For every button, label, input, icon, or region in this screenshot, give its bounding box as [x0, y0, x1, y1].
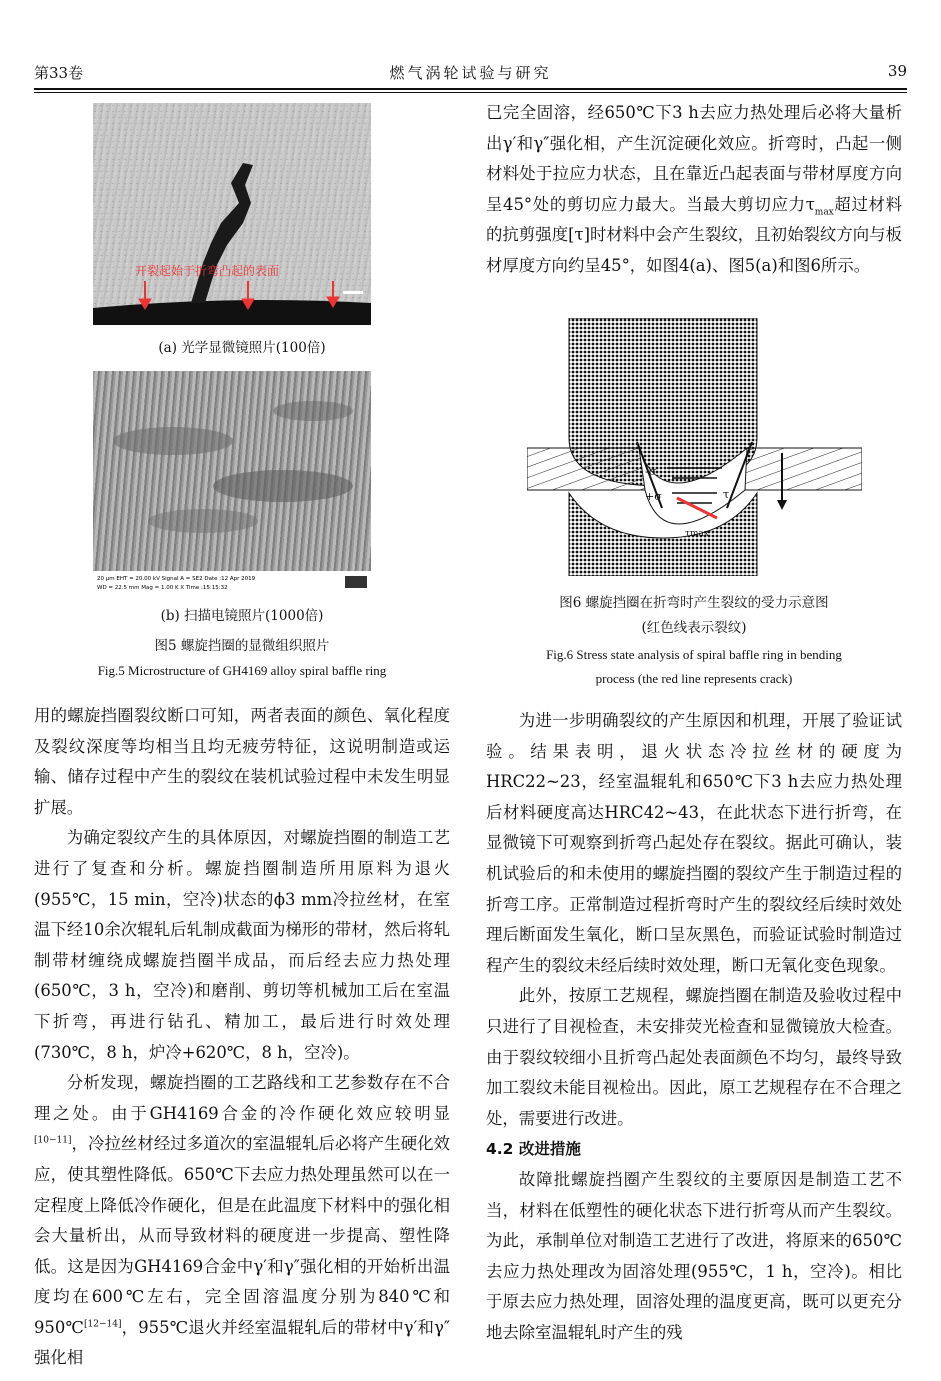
sem-info-line2: WD = 22.5 mm Mag = 1.00 K X Time :15:15:32 — [97, 585, 228, 591]
zeiss-logo — [345, 576, 367, 588]
page-header — [34, 62, 907, 84]
figure5b-caption: (b) 扫描电镜照片(1000倍) — [160, 608, 324, 624]
page-number: 39 — [887, 62, 907, 80]
figure5-caption-en: Fig.5 Microstructure of GH4169 alloy spiral baffle ring — [97, 663, 387, 678]
sem-micrograph — [93, 371, 371, 594]
tau-max-label: τmax — [685, 529, 709, 539]
volume-label: 第33卷 — [34, 64, 84, 82]
right-column-top-text — [486, 98, 902, 282]
scale-bar — [343, 291, 363, 294]
tau-label: τ — [723, 488, 730, 501]
figure6-caption-en-1: Fig.6 Stress state analysis of spiral baffle ring in bending — [546, 647, 842, 662]
citation-ref: [12−14] — [84, 1319, 122, 1330]
journal-title: 燃气涡轮试验与研究 — [389, 64, 552, 82]
figure6-caption-cn-2: (红色线表示裂纹) — [641, 620, 747, 636]
paragraph: 分析发现，螺旋挡圈的工艺路线和工艺参数存在不合理之处。由于GH4169合金的冷作硬化效应较明显[10−11]，冷拉丝材经过多道次的室温辊轧后必将产生硬化效应，使其塑性降低。650℃下去应力热处理虽然可以在一定程度上降低冷作硬化，但是在此温度下材料中的强化相会大量析出，从而导致材料的硬度进一步提高、塑性降低。这是因为GH4169合金中γ′和γ″强化相的开始析出温度均在600℃左右，完全固溶温度分别为840℃和950℃[12−14]，955℃退火并经室温辊轧后的带材中γ′和γ″强化相 — [34, 1073, 450, 1368]
figure6-caption-en-2: process (the red line represents crack) — [595, 671, 793, 686]
figure5-caption-cn: 图5 螺旋挡圈的显微组织照片 — [154, 638, 330, 654]
paragraph: 此外，按原工艺规程，螺旋挡圈在制造及验收过程中只进行了目视检查，未安排荧光检查和显微镜放大检查。由于裂纹较细小且折弯凸起处表面颜色不均匀，最终导致加工裂纹未能目视检出。因此，原工艺规程存在不合理之处，需要进行改进。 — [486, 986, 902, 1128]
paragraph: 故障批螺旋挡圈产生裂纹的主要原因是制造工艺不当，材料在低塑性的硬化状态下进行折弯从而产生裂纹。为此，承制单位对制造工艺进行了改进，将原来的650℃去应力热处理改为固溶处理(955℃，1 h，空冷)。相比于原去应力热处理，固溶处理的温度更高，既可以更充分地去除室温辊轧时产生的残 — [486, 1169, 902, 1342]
right-column-bottom-text — [486, 706, 902, 1348]
optical-micrograph-drawing — [93, 103, 371, 325]
stress-diagram-drawing — [527, 318, 862, 576]
left-column-text — [34, 701, 450, 1374]
sem-micrograph-drawing — [93, 371, 371, 594]
minus-sigma-label: -σ — [645, 465, 657, 478]
plus-sigma-label: +σ — [645, 490, 662, 503]
sem-info-line1: 20 μm EHT = 20.00 kV Signal A = SE2 Date :12 Apr 2019 — [97, 576, 256, 582]
paragraph: 为进一步明确裂纹的产生原因和机理，开展了验证试验。结果表明，退火状态冷拉丝材的硬度为HRC22~23，经室温辊轧和650℃下3 h去应力热处理后材料硬度高达HRC42~43，在此状态下进行折弯，在显微镜下可观察到折弯凸起处存在裂纹。据此可确认，装机试验后的和未使用的螺旋挡圈的裂纹产生于制造过程的折弯工序。正常制造过程折弯时产生的裂纹经后续时效处理后断面发生氧化，断口呈灰黑色，而验证试验时制造过程产生的裂纹未经后续时效处理，断口无氧化变色现象。 — [486, 711, 902, 975]
paragraph: 为确定裂纹产生的具体原因，对螺旋挡圈的制造工艺进行了复查和分析。螺旋挡圈制造所用原料为退火(955℃，15 min，空冷)状态的ϕ3 mm冷拉丝材，在室温下经10余次辊轧后轧制成截面为梯形的带材，然后将轧制带材缠绕成螺旋挡圈半成品，而后经去应力热处理(650℃，3 h，空冷)和磨削、剪切等机械加工后在室温下折弯，再进行钻孔、精加工，最后进行时效处理(730℃，8 h，炉冷+620℃，8 h，空冷)。 — [34, 828, 450, 1062]
optical-micrograph — [93, 103, 371, 325]
stress-diagram — [527, 318, 862, 576]
header-rule-thin — [34, 92, 907, 93]
citation-ref: [10−11] — [34, 1135, 72, 1146]
paragraph: 已完全固溶，经650℃下3 h去应力热处理后必将大量析出γ′和γ″强化相，产生沉淀硬化效应。折弯时，凸起一侧材料处于拉应力状态，且在靠近凸起表面与带材厚度方向呈45°处的剪切应力最大。当最大剪切应力$\tau_{max}$超过材料的抗剪强度[τ]时材料中会产生裂纹，且初始裂纹方向与板材厚度方向约呈45°，如图4(a)、图5(a)和图6所示。 — [486, 103, 902, 275]
figure6-caption-cn-1: 图6 螺旋挡圈在折弯时产生裂纹的受力示意图 — [559, 595, 829, 611]
section-heading: 4.2 改进措施 — [486, 1140, 581, 1159]
figure5a-caption: (a) 光学显微镜照片(100倍) — [158, 340, 326, 356]
crack-origin-annotation: 开裂起始于折弯凸起的表面 — [135, 264, 280, 278]
paragraph: 用的螺旋挡圈裂纹断口可知，两者表面的颜色、氧化程度及裂纹深度等均相当且均无疲劳特征，这说明制造或运输、储存过程中产生的裂纹在装机试验过程中未发生明显扩展。 — [34, 706, 450, 817]
header-rule-thick — [34, 88, 907, 90]
